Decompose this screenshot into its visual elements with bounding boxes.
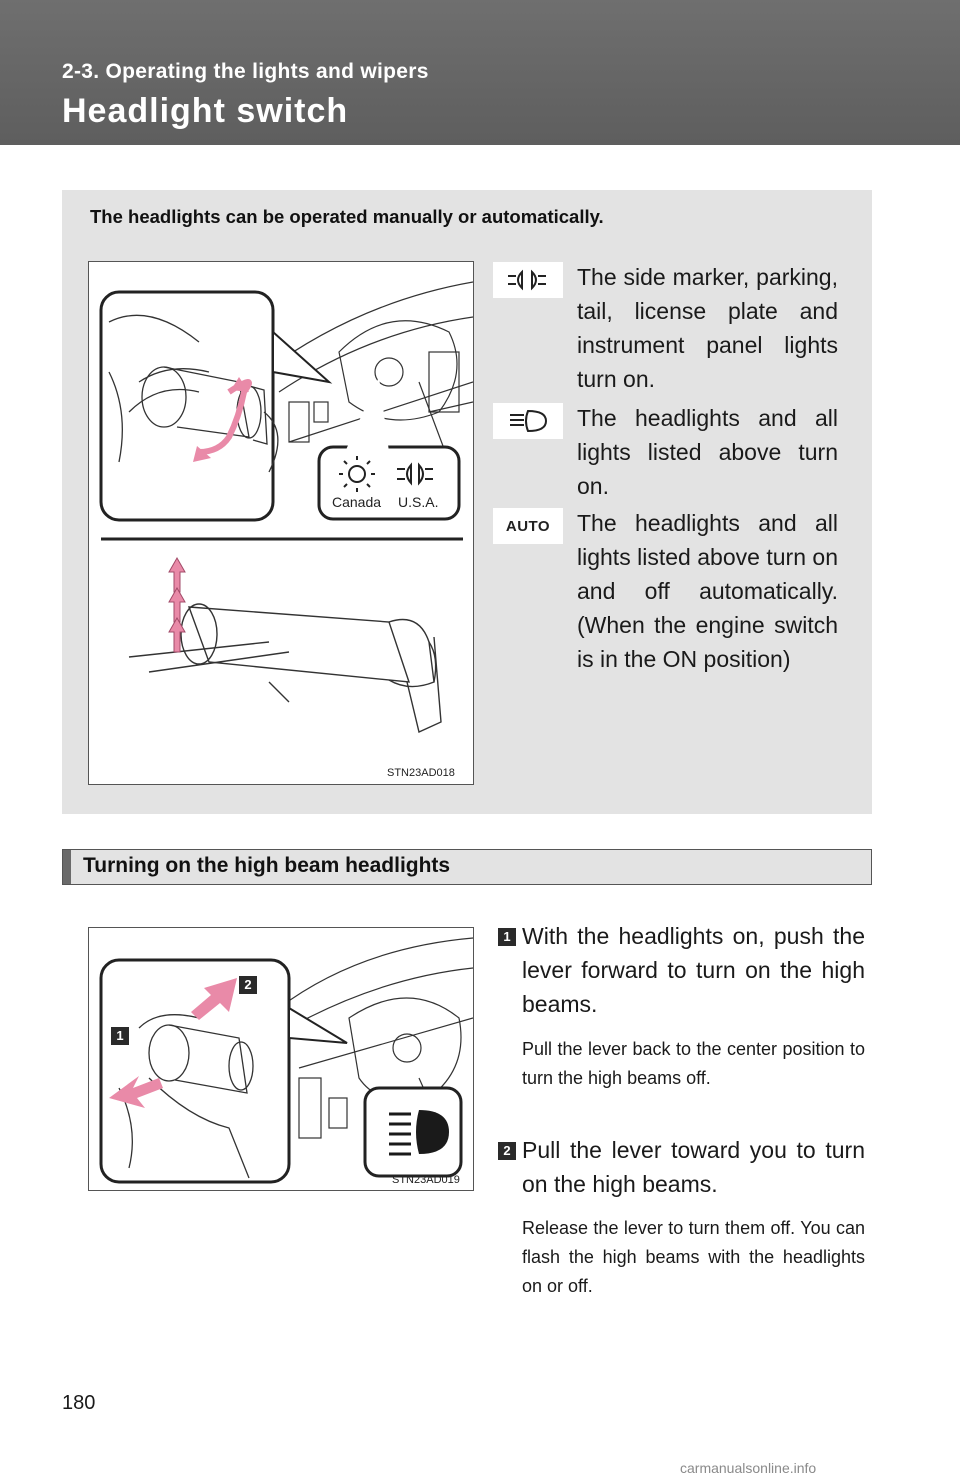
auto-icon — [493, 508, 563, 544]
legend-text-headlight: The headlights and all lights listed above turn on. — [577, 405, 838, 499]
page-number: 180 — [62, 1392, 96, 1414]
headlight-switch-illustration — [89, 262, 473, 784]
step-badge-1: 1 — [498, 928, 516, 946]
legend-text-parking: The side marker, parking, tail, license plate and instrument panel lights turn on. — [577, 264, 838, 392]
figure-badge-1: 1 — [111, 1027, 129, 1045]
figure-badge-2: 2 — [239, 976, 257, 994]
legend-row-auto — [493, 508, 838, 718]
figure-code-2: STN23AD019 — [392, 1174, 460, 1186]
parking-lights-icon — [493, 262, 563, 298]
step-1-note: Pull the lever back to the center position to turn the high beams off. — [522, 1039, 865, 1088]
header-band — [0, 0, 960, 145]
high-beam-heading — [62, 849, 872, 885]
page-title: Headlight switch — [62, 92, 349, 130]
step-2-text: Pull the lever toward you to turn on the high beams. — [522, 1137, 865, 1197]
legend-row-parking — [493, 262, 838, 402]
auto-label: AUTO — [505, 517, 551, 535]
section-label: 2-3. Operating the lights and wipers — [62, 60, 429, 83]
intro-text: The headlights can be operated manually or automatically. — [90, 206, 604, 227]
region-label-usa: U.S.A. — [398, 494, 439, 510]
step-2-note: Release the lever to turn them off. You can flash the high beams with the headlights on or off. — [522, 1218, 865, 1296]
region-label-canada: Canada — [332, 494, 382, 510]
high-beam-figure — [88, 927, 474, 1191]
headlight-switch-figure — [88, 261, 474, 785]
legend-text-auto: The headlights and all lights listed above turn on and off automatically. (When the engine switch is in the ON position) — [577, 510, 838, 672]
figure-code-1: STN23AD018 — [387, 767, 455, 779]
watermark: carmanualsonline.info — [680, 1460, 817, 1476]
step-1-text: With the headlights on, push the lever forward to turn on the high beams. — [522, 923, 865, 1017]
headlight-icon — [493, 403, 563, 439]
heading-bar — [63, 850, 71, 884]
high-beam-illustration — [89, 928, 473, 1190]
step-badge-2: 2 — [498, 1142, 516, 1160]
high-beam-heading-text: Turning on the high beam headlights — [83, 854, 451, 877]
legend-row-headlight — [493, 403, 838, 503]
